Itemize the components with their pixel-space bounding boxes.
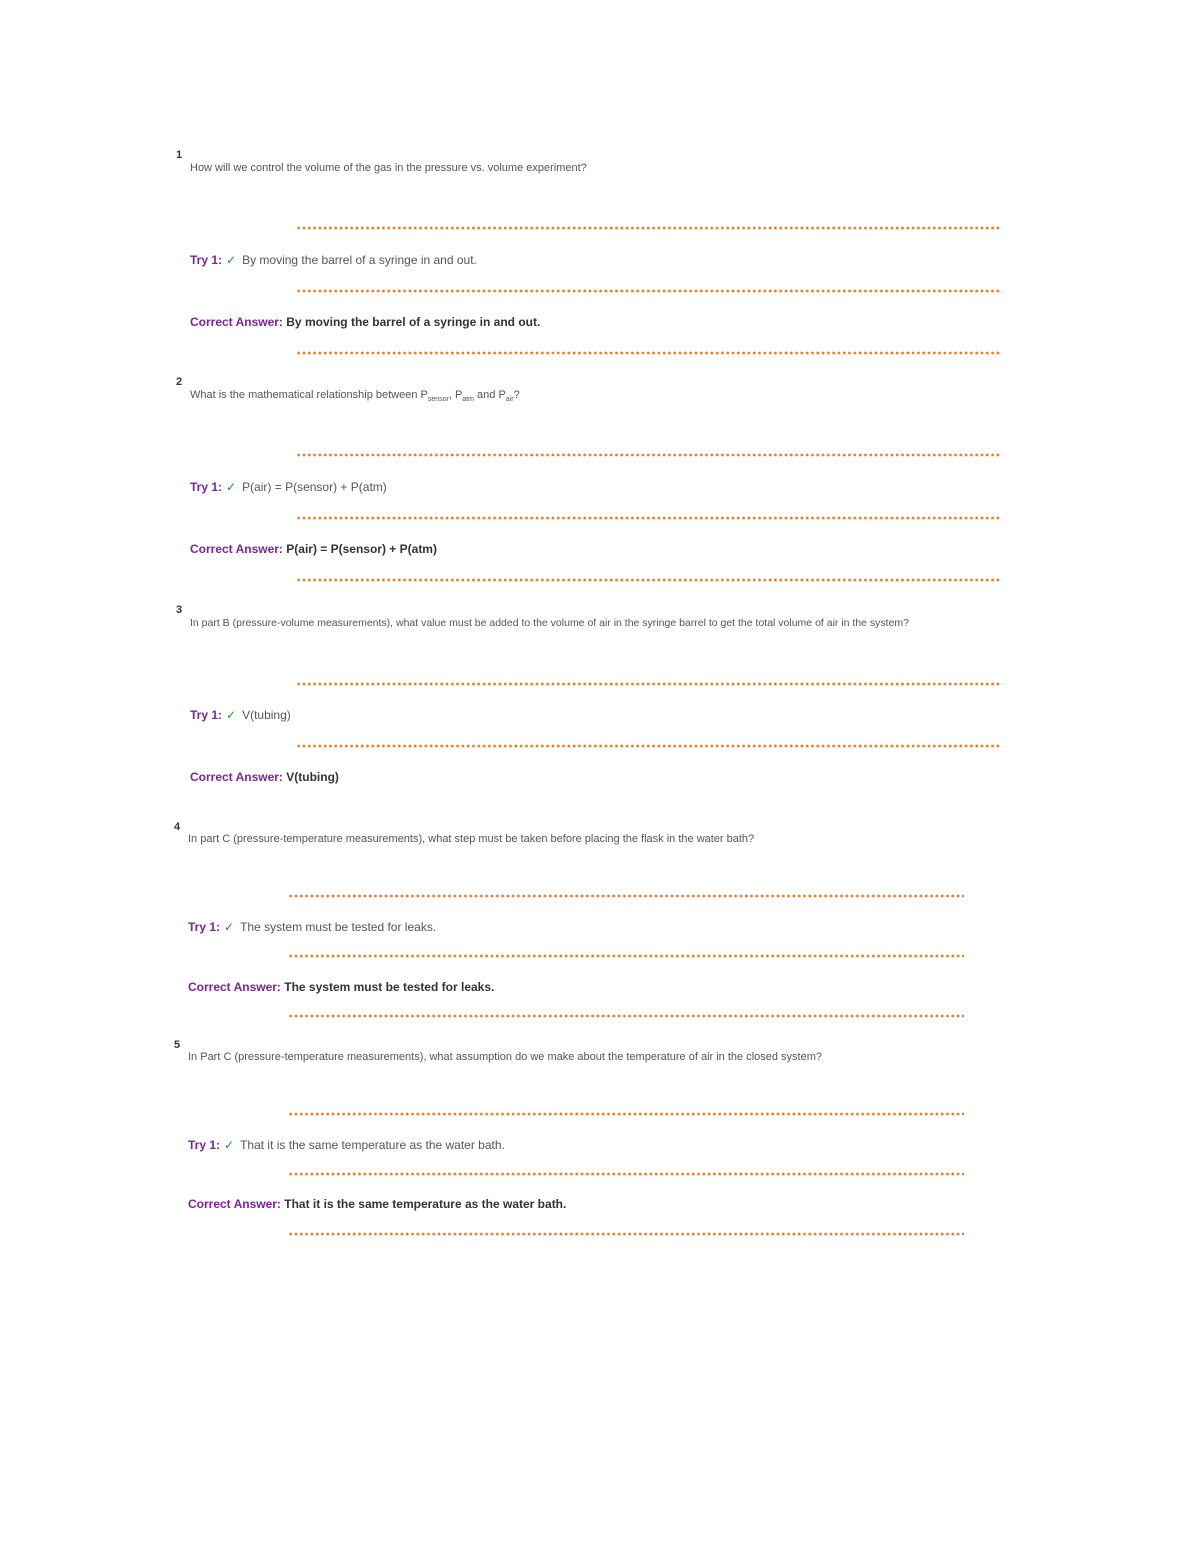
dotted-separator	[288, 1112, 964, 1116]
dotted-separator	[288, 1232, 964, 1236]
checkmark-icon: ✓	[226, 708, 237, 722]
correct-answer-row	[190, 542, 437, 556]
checkmark-icon: ✓	[224, 920, 235, 934]
try-label: Try 1:	[190, 480, 223, 494]
try-row	[190, 480, 387, 494]
correct-answer-label: Correct Answer:	[188, 980, 281, 994]
try-label: Try 1:	[190, 708, 223, 722]
checkmark-icon: ✓	[226, 480, 237, 494]
correct-answer-value: P(air) = P(sensor) + P(atm)	[286, 542, 437, 556]
question-text: How will we control the volume of the gas in the pressure vs. volume experiment?	[190, 162, 587, 174]
try-label: Try 1:	[188, 1138, 221, 1152]
checkmark-icon: ✓	[226, 253, 237, 267]
question-number: 1	[176, 149, 183, 161]
correct-answer-value: V(tubing)	[286, 770, 339, 784]
question-number: 5	[174, 1039, 181, 1051]
dotted-separator	[288, 1014, 964, 1018]
try-label: Try 1:	[188, 920, 221, 934]
try-row	[188, 1138, 505, 1152]
try-answer: That it is the same temperature as the water bath.	[240, 1138, 505, 1152]
try-answer: P(air) = P(sensor) + P(atm)	[242, 480, 387, 494]
try-answer: V(tubing)	[242, 708, 291, 722]
correct-answer-value: The system must be tested for leaks.	[284, 980, 495, 994]
question-text: In part C (pressure-temperature measurements), what step must be taken before placing the flask in the water bath?	[188, 833, 755, 845]
question-number: 3	[176, 604, 183, 616]
try-answer: The system must be tested for leaks.	[240, 920, 437, 934]
correct-answer-label: Correct Answer:	[190, 542, 283, 556]
correct-answer-row	[188, 1197, 566, 1211]
try-label: Try 1:	[190, 253, 223, 267]
question-text: What is the mathematical relationship between $P_{sensor}$, $P_{atm}$ and $P_{air}$?	[190, 389, 520, 404]
correct-answer-row	[190, 770, 339, 784]
dotted-separator	[296, 289, 1002, 293]
dotted-separator	[288, 954, 964, 958]
correct-answer-label: Correct Answer:	[190, 770, 283, 784]
correct-answer-label: Correct Answer:	[190, 315, 283, 329]
dotted-separator	[288, 1172, 964, 1176]
question-number: 4	[174, 821, 181, 833]
correct-answer-row	[188, 980, 494, 994]
question-text: In part B (pressure-volume measurements), what value must be added to the volume of air in the syringe barrel to get the total volume of air in the system?	[190, 617, 910, 629]
dotted-separator	[288, 894, 964, 898]
dotted-separator	[296, 744, 1002, 748]
try-answer: By moving the barrel of a syringe in and out.	[242, 253, 477, 267]
dotted-separator	[296, 226, 1002, 230]
dotted-separator	[296, 516, 1002, 520]
correct-answer-value: That it is the same temperature as the water bath.	[284, 1197, 567, 1211]
dotted-separator	[296, 453, 1002, 457]
correct-answer-label: Correct Answer:	[188, 1197, 281, 1211]
question-text: In Part C (pressure-temperature measurements), what assumption do we make about the temperature of air in the closed system?	[188, 1051, 823, 1063]
dotted-separator	[296, 351, 1002, 355]
try-row	[190, 708, 291, 722]
correct-answer-value: By moving the barrel of a syringe in and out.	[286, 315, 541, 329]
dotted-separator	[296, 578, 1002, 582]
checkmark-icon: ✓	[224, 1138, 235, 1152]
dotted-separator	[296, 682, 1002, 686]
try-row	[188, 920, 436, 934]
question-number: 2	[176, 376, 183, 388]
try-row	[190, 253, 477, 267]
correct-answer-row	[190, 315, 540, 329]
